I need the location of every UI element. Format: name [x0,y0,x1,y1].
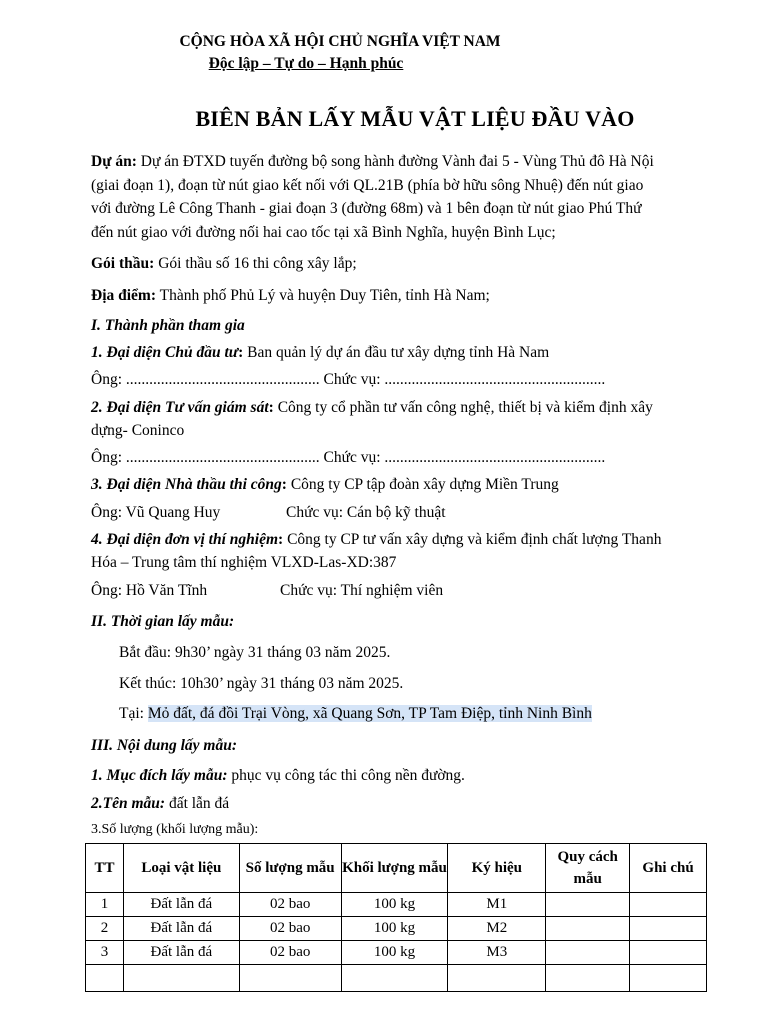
document-title: BIÊN BẢN LẤY MẪU VẬT LIỆU ĐẦU VÀO [195,106,635,131]
project-line-1 [91,150,716,173]
cell-note [630,893,707,917]
cell-sample-weight: 100 kg [341,893,448,917]
cell-sample-count: 02 bao [239,941,341,965]
header-sample-count: Số lượng mẫu [239,844,341,893]
table-row [86,965,707,992]
cell-sample-count: 02 bao [239,917,341,941]
consultant-person: Ông: .................................................. [91,449,320,466]
lab-person: Ông: Hồ Văn Tĩnh [91,582,208,599]
project-label: Dự án: [91,153,137,170]
cell-specification [546,893,630,917]
consultant-label: 2. Đại diện Tư vấn giám sát [91,399,269,416]
owner-position: Chức vụ: ......................................................... [323,371,606,388]
project-line-2: (giai đoạn 1), đoạn từ nút giao kết nối với QL.21B (phía bờ hữu sông Nhuệ) đến nút giao [91,177,644,194]
cell-note [630,917,707,941]
table-header-row [86,844,707,893]
owner-label: 1. Đại diện Chủ đầu tư [91,344,239,361]
sampling-location-line [119,702,744,725]
consultant-position: Chức vụ: ......................................................... [323,449,606,466]
owner-value: Ban quản lý dự án đầu tư xây dựng tỉnh Hà Nam [247,344,550,361]
header-tt: TT [86,844,124,893]
sample-table [85,843,707,992]
cell-tt: 3 [86,941,124,965]
lab-line: 4. Đại diện đơn vị thí nghiệm: Công ty CP tư vấn xây dựng và kiểm định chất lượng Thanh [91,531,662,548]
project-line-4: đến nút giao với đường nối hai cao tốc tại xã Bình Nghĩa, huyện Bình Lục; [91,224,556,241]
cell-tt [86,965,124,992]
contractor-person: Ông: Vũ Quang Huy [91,504,221,521]
location-label: Địa điểm: [91,287,157,304]
table-row [86,941,707,965]
owner-signatory-line [91,368,716,391]
owner-line: 1. Đại diện Chủ đầu tư: Ban quản lý dự án đầu tư xây dựng tỉnh Hà Nam [91,344,550,361]
quantity-label: 3.Số lượng (khối lượng mẫu): [91,822,259,837]
package-label: Gói thầu: [91,255,155,272]
header-specification: Quy cách mẫu [546,844,630,893]
cell-material [123,965,239,992]
cell-note [630,941,707,965]
cell-code: M2 [448,917,546,941]
cell-specification [546,941,630,965]
section-3-heading: III. Nội dung lấy mẫu: [91,737,237,754]
cell-code [448,965,546,992]
header-code: Ký hiệu [448,844,546,893]
cell-code: M1 [448,893,546,917]
contractor-line: 3. Đại diện Nhà thầu thi công: Công ty CP tập đoàn xây dựng Miền Trung [91,476,559,493]
location-line [91,284,716,307]
lab-value-line-2: Hóa – Trung tâm thí nghiệm VLXD-Las-XD:387 [91,554,397,571]
lab-label: 4. Đại diện đơn vị thí nghiệm [91,531,279,548]
contractor-position: Chức vụ: Cán bộ kỹ thuật [286,504,446,521]
end-time: Kết thúc: 10h30’ ngày 31 tháng 03 năm 2025. [119,675,404,692]
contractor-value: Công ty CP tập đoàn xây dựng Miền Trung [290,476,559,493]
owner-person: Ông: .................................................. [91,371,320,388]
header-note: Ghi chú [630,844,707,893]
start-time: Bắt đầu: 9h30’ ngày 31 tháng 03 năm 2025. [119,644,391,661]
cell-tt: 1 [86,893,124,917]
cell-specification [546,917,630,941]
purpose-label: 1. Mục đích lấy mẫu: [91,767,228,784]
package-value: Gói thầu số 16 thi công xây lắp; [158,255,357,272]
project-text-1: Dự án ĐTXD tuyến đường bộ song hành đường Vành đai 5 - Vùng Thủ đô Hà Nội [140,153,654,170]
cell-sample-weight [341,965,448,992]
consultant-value-line-2: dựng- Coninco [91,422,185,439]
contractor-label: 3. Đại diện Nhà thầu thi công [91,476,282,493]
cell-sample-weight: 100 kg [341,917,448,941]
section-1-heading: I. Thành phần tham gia [91,317,245,334]
purpose-value: phục vụ công tác thi công nền đường. [231,767,465,784]
cell-material: Đất lẫn đá [123,917,239,941]
cell-material: Đất lẫn đá [123,893,239,917]
consultant-signatory-line [91,446,716,469]
consultant-line: 2. Đại diện Tư vấn giám sát: Công ty cổ phần tư vấn công nghệ, thiết bị và kiểm định xây [91,399,653,416]
purpose-line [91,764,716,787]
lab-position: Chức vụ: Thí nghiệm viên [280,582,444,599]
nation-header: CỘNG HÒA XÃ HỘI CHỦ NGHĨA VIỆT NAM [179,33,501,50]
section-2-heading: II. Thời gian lấy mẫu: [91,613,235,630]
cell-note [630,965,707,992]
sample-name-line [91,792,716,815]
lab-signatory-line [91,579,716,602]
sampling-location-value: Mỏ đất, đá đồi Trại Vòng, xã Quang Sơn, TP Tam Điệp, tỉnh Ninh Bình [147,705,592,722]
cell-material: Đất lẫn đá [123,941,239,965]
project-line-3: với đường Lê Công Thanh - giai đoạn 3 (đường 68m) và 1 bên đoạn từ nút giao Phú Thứ [91,200,642,217]
cell-sample-count: 02 bao [239,893,341,917]
package-line [91,252,716,275]
cell-specification [546,965,630,992]
sample-name-label: 2.Tên mẫu: [91,795,166,812]
location-value: Thành phố Phủ Lý và huyện Duy Tiên, tỉnh Hà Nam; [159,287,490,304]
cell-sample-count [239,965,341,992]
sampling-location-label: Tại: [119,705,144,722]
header-sample-weight: Khối lượng mẫu [341,844,448,893]
table-row [86,893,707,917]
contractor-signatory-line [91,501,716,524]
cell-tt: 2 [86,917,124,941]
motto-header: Độc lập – Tự do – Hạnh phúc [208,55,404,72]
consultant-value: Công ty cổ phần tư vấn công nghệ, thiết bị và kiểm định xây [277,399,653,416]
sample-name-value: đất lẫn đá [168,795,230,812]
cell-sample-weight: 100 kg [341,941,448,965]
lab-value: Công ty CP tư vấn xây dựng và kiểm định chất lượng Thanh [287,531,662,548]
cell-code: M3 [448,941,546,965]
header-material: Loại vật liệu [123,844,239,893]
table-row [86,917,707,941]
